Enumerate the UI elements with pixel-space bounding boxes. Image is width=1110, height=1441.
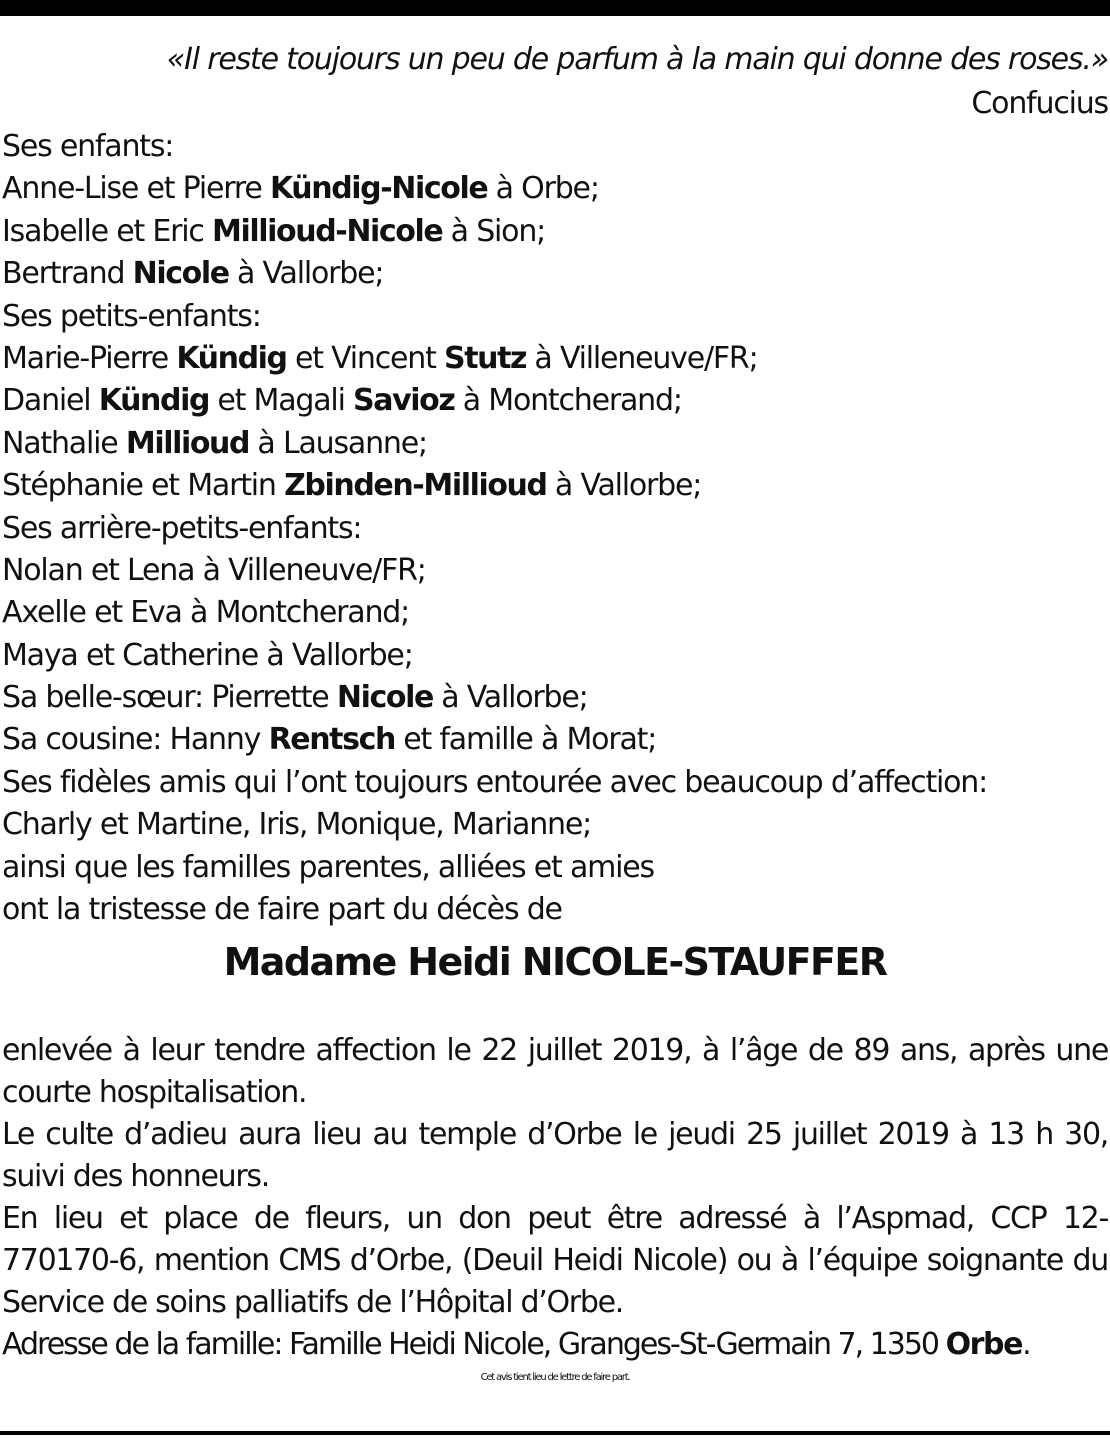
family-line (2, 847, 1108, 889)
text-segment: Nolan et Lena à Villeneuve/FR; (2, 552, 426, 588)
text-segment: à Orbe; (487, 171, 599, 207)
family-line (2, 677, 1108, 719)
text-segment: Ses arrière-petits-enfants: (2, 510, 362, 546)
family-line (2, 296, 1108, 338)
notice-paragraph (2, 1324, 1108, 1366)
top-rule (0, 0, 1110, 16)
surname: Kündig (98, 383, 210, 419)
text-segment: Nathalie (2, 425, 126, 461)
surname: Orbe (945, 1327, 1023, 1362)
family-line (2, 508, 1108, 550)
text-segment: Sa belle-sœur: Pierrette (2, 680, 337, 716)
text-segment: Ses enfants: (2, 129, 174, 164)
text-segment: et Vincent (286, 340, 444, 376)
text-segment: Axelle et Eva à Montcherand; (2, 595, 410, 631)
family-line (2, 804, 1108, 846)
family-line (2, 380, 1108, 422)
family-line (2, 635, 1108, 677)
text-segment: enlevée à leur tendre affection le 22 juillet 2019, à l’âge de 89 ans, après une courte hospitalisation. (2, 1033, 1108, 1110)
text-segment: et famille à Morat; (394, 722, 657, 758)
family-line (2, 550, 1108, 592)
family-line (2, 211, 1108, 253)
text-segment: Daniel (2, 383, 99, 419)
text-segment: Charly et Martine, Iris, Monique, Marianne; (2, 807, 592, 843)
family-list (2, 126, 1108, 931)
notice-paragraph (2, 1030, 1108, 1114)
text-segment: Sa cousine: Hanny (2, 722, 269, 758)
text-segment: Isabelle et Eric (2, 213, 213, 249)
epigraph-quote: «Il reste toujours un peu de parfum à la main qui donne des roses.» (166, 42, 1108, 77)
surname: Nicole (132, 256, 229, 292)
notice-paragraph (2, 1114, 1108, 1198)
deceased-name: Madame Heidi NICOLE-STAUFFER (223, 940, 887, 984)
text-segment: Ses petits-enfants: (2, 298, 261, 334)
family-line (2, 719, 1108, 761)
family-line (2, 253, 1108, 295)
family-line (2, 168, 1108, 210)
surname: Nicole (336, 680, 433, 716)
text-segment: à Vallorbe; (546, 468, 702, 504)
text-segment: Le culte d’adieu aura lieu au temple d’Orbe le jeudi 25 juillet 2019 à 13 h 30, suivi des honneurs. (2, 1117, 1108, 1194)
text-segment: à Sion; (442, 213, 546, 249)
text-segment: Marie-Pierre (2, 340, 177, 376)
text-segment: à Villeneuve/FR; (526, 340, 758, 376)
surname: Zbinden-Millioud (284, 468, 547, 504)
text-segment: Ses fidèles amis qui l’ont toujours entourée avec beaucoup d’affection: (2, 764, 988, 800)
text-segment: à Montcherand; (454, 383, 682, 419)
family-line (2, 126, 1108, 168)
text-segment: Anne-Lise et Pierre (2, 171, 270, 207)
epigraph-author: Confucius (971, 86, 1108, 121)
text-segment: ainsi que les familles parentes, alliées et amies (2, 849, 654, 885)
family-line (2, 889, 1108, 931)
text-segment: et Magali (209, 383, 354, 419)
text-segment: à Vallorbe; (228, 256, 384, 292)
text-segment: Bertrand (2, 256, 133, 292)
surname: Millioud (125, 425, 250, 461)
family-line (2, 592, 1108, 634)
family-line (2, 423, 1108, 465)
text-segment: à Vallorbe; (432, 680, 588, 716)
notice-paragraph (2, 1198, 1108, 1324)
notice-paragraphs (2, 1030, 1108, 1366)
text-segment: à Lausanne; (249, 425, 427, 461)
surname: Millioud-Nicole (212, 213, 443, 249)
closing-note: Cet avis tient lieu de lettre de faire part. (480, 1372, 630, 1383)
text-segment: ont la tristesse de faire part du décès de (2, 892, 562, 928)
surname: Savioz (353, 383, 455, 419)
surname: Stutz (443, 340, 527, 376)
surname: Kündig-Nicole (269, 171, 488, 207)
surname: Kündig (176, 340, 287, 376)
surname: Rentsch (268, 722, 395, 758)
text-segment: Adresse de la famille: Famille Heidi Nicole, Granges-St-Germain 7, 1350 (2, 1327, 946, 1362)
text-segment: Stéphanie et Martin (2, 468, 285, 504)
bottom-rule (0, 1431, 1110, 1435)
text-segment: En lieu et place de fleurs, un don peut être adressé à l’Aspmad, CCP 12-770170-6, mention CMS d’Orbe, (Deuil Heidi Nicole) ou à l’équipe soignante du Service de soins palliatifs de l’Hôpital d’Orbe. (2, 1201, 1108, 1320)
family-line (2, 338, 1108, 380)
text-segment: . (1022, 1327, 1030, 1362)
family-line (2, 762, 1108, 804)
text-segment: Maya et Catherine à Vallorbe; (2, 637, 413, 673)
family-line (2, 465, 1108, 507)
